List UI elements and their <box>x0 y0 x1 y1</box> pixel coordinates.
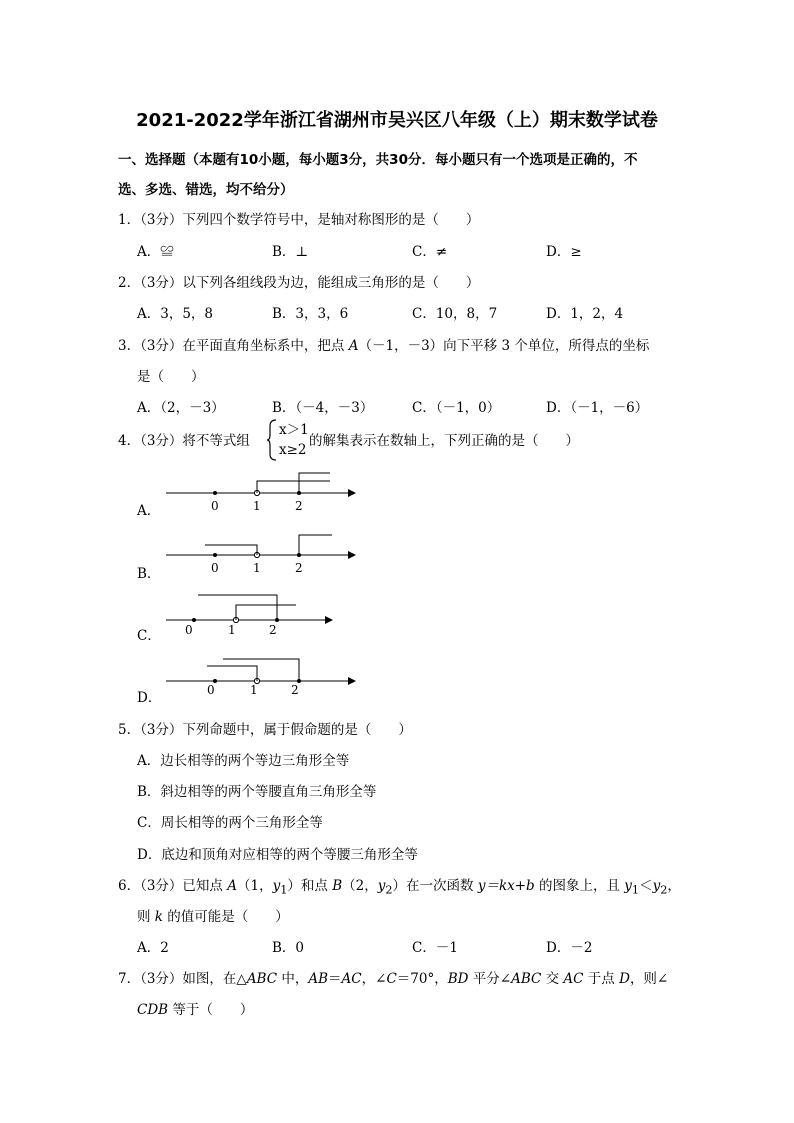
q2-option-a: A．3，5，8 <box>137 306 214 322</box>
q4-option-d-number-line <box>160 654 370 699</box>
q4-option-c-number-line <box>160 590 370 638</box>
question-6-line1: 6．（3分）已知点 A（1，$y_1$）和点 B（2，$y_2$）在一次函数 y＝kx+b 的图象上，且 $y_1<y_2$， <box>118 878 681 897</box>
q4-option-c-label: C． <box>137 628 161 644</box>
tick-label-0: 0 <box>211 561 219 575</box>
section-heading-line1: 一、选择题（本题有10小题，每小题3分，共30分．每小题只有一个选项是正确的，不 <box>118 152 638 168</box>
tick-label-0: 0 <box>207 683 215 697</box>
question-6-line2: 则 k 的值可能是（ ） <box>137 909 289 925</box>
q2-option-c: C．10，8，7 <box>412 306 498 322</box>
q2-option-d: D．1，2，4 <box>546 306 624 322</box>
q1-option-d: D．≥ <box>546 244 582 260</box>
q4-option-d-label: D． <box>137 690 162 706</box>
tick-label-1: 1 <box>253 499 261 513</box>
q4-option-b-label: B． <box>137 566 161 582</box>
q4-option-b-number-line <box>160 530 370 575</box>
q3-option-c: C．（－1，0） <box>412 400 501 416</box>
system-line-2: x≥2 <box>279 442 307 458</box>
question-3-line2: 是（ ） <box>137 369 205 385</box>
tick-label-0: 0 <box>211 499 219 513</box>
q1-option-c: C．≠ <box>412 244 448 260</box>
system-brace <box>266 418 278 462</box>
q6-option-d: D．－2 <box>546 940 593 956</box>
tick-label-2: 2 <box>295 561 303 575</box>
q6-option-a: A．2 <box>137 940 169 956</box>
q6-option-c: C．－1 <box>412 940 458 956</box>
q1-option-a: A．≌ <box>137 244 174 260</box>
question-4-pre: 4．（3分）将不等式组 <box>118 433 250 449</box>
q5-option-d: D．底边和顶角对应相等的两个等腰三角形全等 <box>137 847 418 863</box>
q4-option-a-number-line <box>160 470 370 515</box>
q5-option-b: B．斜边相等的两个等腰直角三角形全等 <box>137 784 377 800</box>
tick-label-1: 1 <box>228 623 236 637</box>
tick-label-0: 0 <box>185 623 193 637</box>
q3-option-b: B．（－4，－3） <box>272 400 374 416</box>
section-heading-line2: 选、多选、错选，均不给分） <box>118 182 294 198</box>
tick-label-1: 1 <box>253 561 261 575</box>
q3-option-d: D．（－1，－6） <box>546 400 649 416</box>
tick-label-2: 2 <box>291 683 299 697</box>
tick-label-1: 1 <box>250 683 258 697</box>
question-2: 2．（3分）以下列各组线段为边，能组成三角形的是（ ） <box>118 275 480 291</box>
q5-option-c: C．周长相等的两个三角形全等 <box>137 815 323 831</box>
q2-option-b: B．3，3，6 <box>272 306 349 322</box>
q6-option-b: B．0 <box>272 940 305 956</box>
q1-option-b: B．⊥ <box>272 244 309 260</box>
q5-option-a: A．边长相等的两个等边三角形全等 <box>137 753 350 769</box>
question-7-line2: CDB 等于（ ） <box>137 1002 254 1018</box>
question-1: 1．（3分）下列四个数学符号中，是轴对称图形的是（ ） <box>118 212 480 228</box>
question-5: 5．（3分）下列命题中，属于假命题的是（ ） <box>118 722 412 738</box>
question-3-line1: 3．（3分）在平面直角坐标系中，把点 A（－1，－3）向下平移 3 个单位，所得点的坐标 <box>118 338 650 354</box>
page-title: 2021-2022学年浙江省湖州市吴兴区八年级（上）期末数学试卷 <box>136 110 658 131</box>
tick-label-2: 2 <box>269 623 277 637</box>
question-7-line1: 7．（3分）如图，在△ABC 中，AB＝AC，∠C＝70°，BD 平分∠ABC 交 AC 于点 D，则∠ <box>118 971 669 987</box>
q4-option-a-label: A． <box>137 503 161 519</box>
system-line-1: x＞1 <box>279 422 309 438</box>
question-4-post: 的解集表示在数轴上，下列正确的是（ ） <box>309 433 579 449</box>
tick-label-2: 2 <box>295 499 303 513</box>
q3-option-a: A．（2，－3） <box>137 400 225 416</box>
